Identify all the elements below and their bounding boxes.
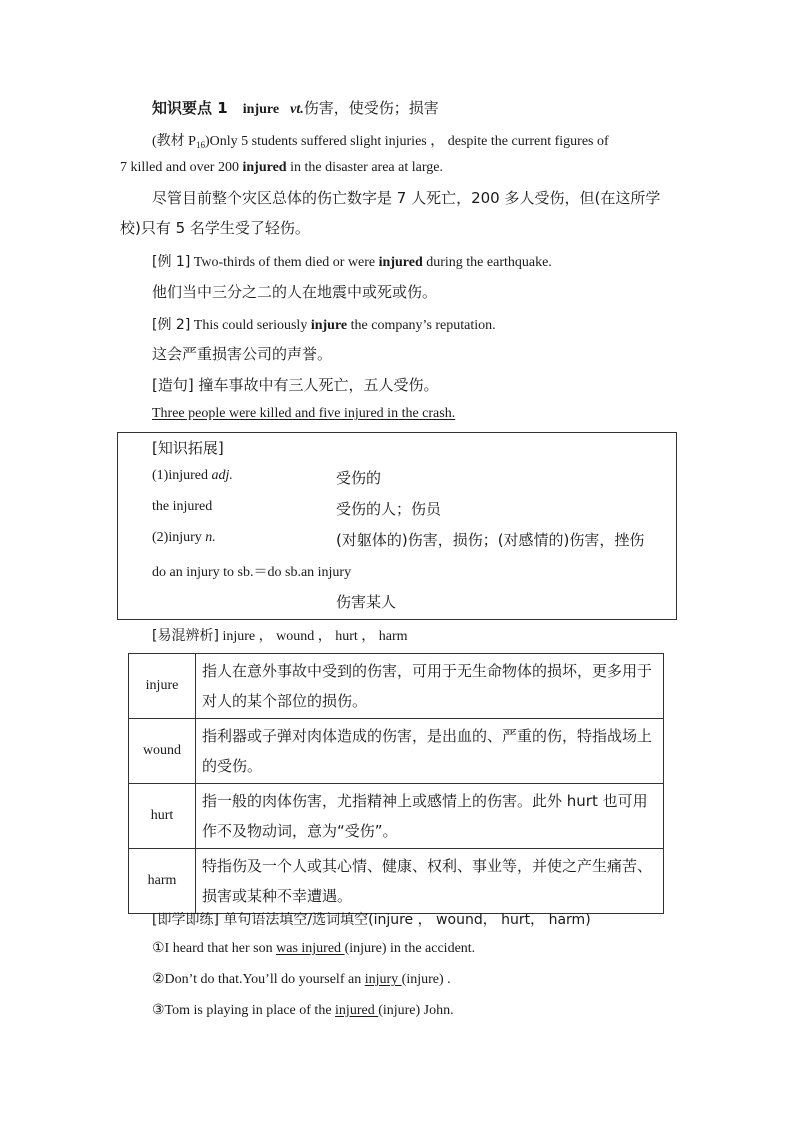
confusion-table bbox=[128, 653, 664, 914]
expansion-title: [知识拓展] bbox=[152, 439, 224, 457]
textbook-translation-line2: 校)只有 5 名学生受了轻伤。 bbox=[120, 219, 310, 237]
confusion-label: [易混辨析] bbox=[152, 628, 219, 644]
expansion-phrase: do an injury to sb.＝do sb.an injury bbox=[152, 565, 352, 580]
example-2-translation: 这会严重损害公司的声誉。 bbox=[152, 345, 333, 363]
example-label: [例 2] bbox=[152, 317, 191, 333]
practice-label: [即学即练] bbox=[152, 912, 219, 928]
table-cell-desc: 特指伤及一个人或其心情、健康、权利、事业等，并使之产生痛苦、损害或某种不幸遭遇。 bbox=[196, 849, 664, 914]
textbook-translation-line1: 尽管目前整个灾区总体的伤亡数字是 7 人死亡，200 多人受伤，但(在这所学 bbox=[152, 189, 661, 207]
table-cell-word: wound bbox=[129, 719, 196, 784]
practice-answer: was injured bbox=[276, 941, 345, 956]
table-cell-word: hurt bbox=[129, 784, 196, 849]
make-sentence-prompt: [造句] 撞车事故中有三人死亡，五人受伤。 bbox=[152, 376, 439, 394]
textbook-page-number: 16 bbox=[195, 140, 205, 150]
expansion-phrase-meaning: 伤害某人 bbox=[336, 593, 397, 611]
make-sentence-answer: Three people were killed and five injured in the crash. bbox=[152, 406, 456, 421]
table-row bbox=[129, 654, 664, 719]
point-tag: 知识要点 1 bbox=[152, 99, 228, 117]
table-row bbox=[129, 719, 664, 784]
expansion-item-3-word: (2)injury n. bbox=[152, 530, 216, 545]
table-row bbox=[129, 849, 664, 914]
table-cell-desc: 指一般的肉体伤害，尤指精神上或感情上的伤害。此外 hurt 也可用作不及物动词，意为“受伤”。 bbox=[196, 784, 664, 849]
expansion-item-2-word: the injured bbox=[152, 499, 213, 514]
example-2: [例 2] This could seriously injure the company’s reputation. bbox=[152, 317, 496, 333]
practice-item: ②Don’t do that.You’ll do yourself an injury (injure) . bbox=[152, 972, 451, 987]
expansion-item-1-word: (1)injured adj. bbox=[152, 468, 233, 483]
expansion-item-1-meaning: 受伤的 bbox=[336, 469, 382, 487]
example-label: [例 1] bbox=[152, 254, 191, 270]
table-row bbox=[129, 784, 664, 849]
headword: injure bbox=[242, 102, 280, 117]
expansion-item-2-meaning: 受伤的人；伤员 bbox=[336, 500, 442, 518]
table-cell-desc: 指人在意外事故中受到的伤害，可用于无生命物体的损坏，更多用于对人的某个部位的损伤。 bbox=[196, 654, 664, 719]
knowledge-point-heading bbox=[152, 97, 439, 118]
expansion-item-3-meaning: (对躯体的)伤害，损伤；(对感情的)伤害，挫伤 bbox=[336, 531, 645, 549]
practice-heading: [即学即练] 单句语法填空/选词填空(injure ， wound， hurt， harm) bbox=[152, 912, 591, 928]
make-sentence-label: [造句] bbox=[152, 376, 194, 394]
textbook-sentence-line2: 7 killed and over 200 injured in the disaster area at large. bbox=[120, 160, 443, 175]
practice-item: ③Tom is playing in place of the injured (injure) John. bbox=[152, 1003, 454, 1018]
knowledge-expansion-box bbox=[117, 432, 677, 620]
example-1: [例 1] Two-thirds of them died or were injured during the earthquake. bbox=[152, 254, 552, 270]
part-of-speech: vt. bbox=[290, 102, 304, 117]
practice-answer: injured bbox=[335, 1003, 379, 1018]
textbook-sentence-line1: (教材 $P_{16})Only$ 5 students suffered slight injuries ， despite the current figures of bbox=[152, 134, 609, 150]
practice-answer: injury bbox=[364, 972, 402, 987]
table-cell-word: injure bbox=[129, 654, 196, 719]
practice-item: ①I heard that her son was injured (injure) in the accident. bbox=[152, 941, 476, 956]
example-1-translation: 他们当中三分之二的人在地震中或死或伤。 bbox=[152, 283, 438, 301]
keyword-bold: injured bbox=[242, 160, 287, 175]
table-cell-desc: 指利器或子弹对肉体造成的伤害，是出血的、严重的伤，特指战场上的受伤。 bbox=[196, 719, 664, 784]
confusion-heading: [易混辨析] injure ， wound ， hurt ， harm bbox=[152, 628, 408, 644]
table-cell-word: harm bbox=[129, 849, 196, 914]
headword-meaning: 伤害，使受伤；损害 bbox=[303, 99, 439, 117]
